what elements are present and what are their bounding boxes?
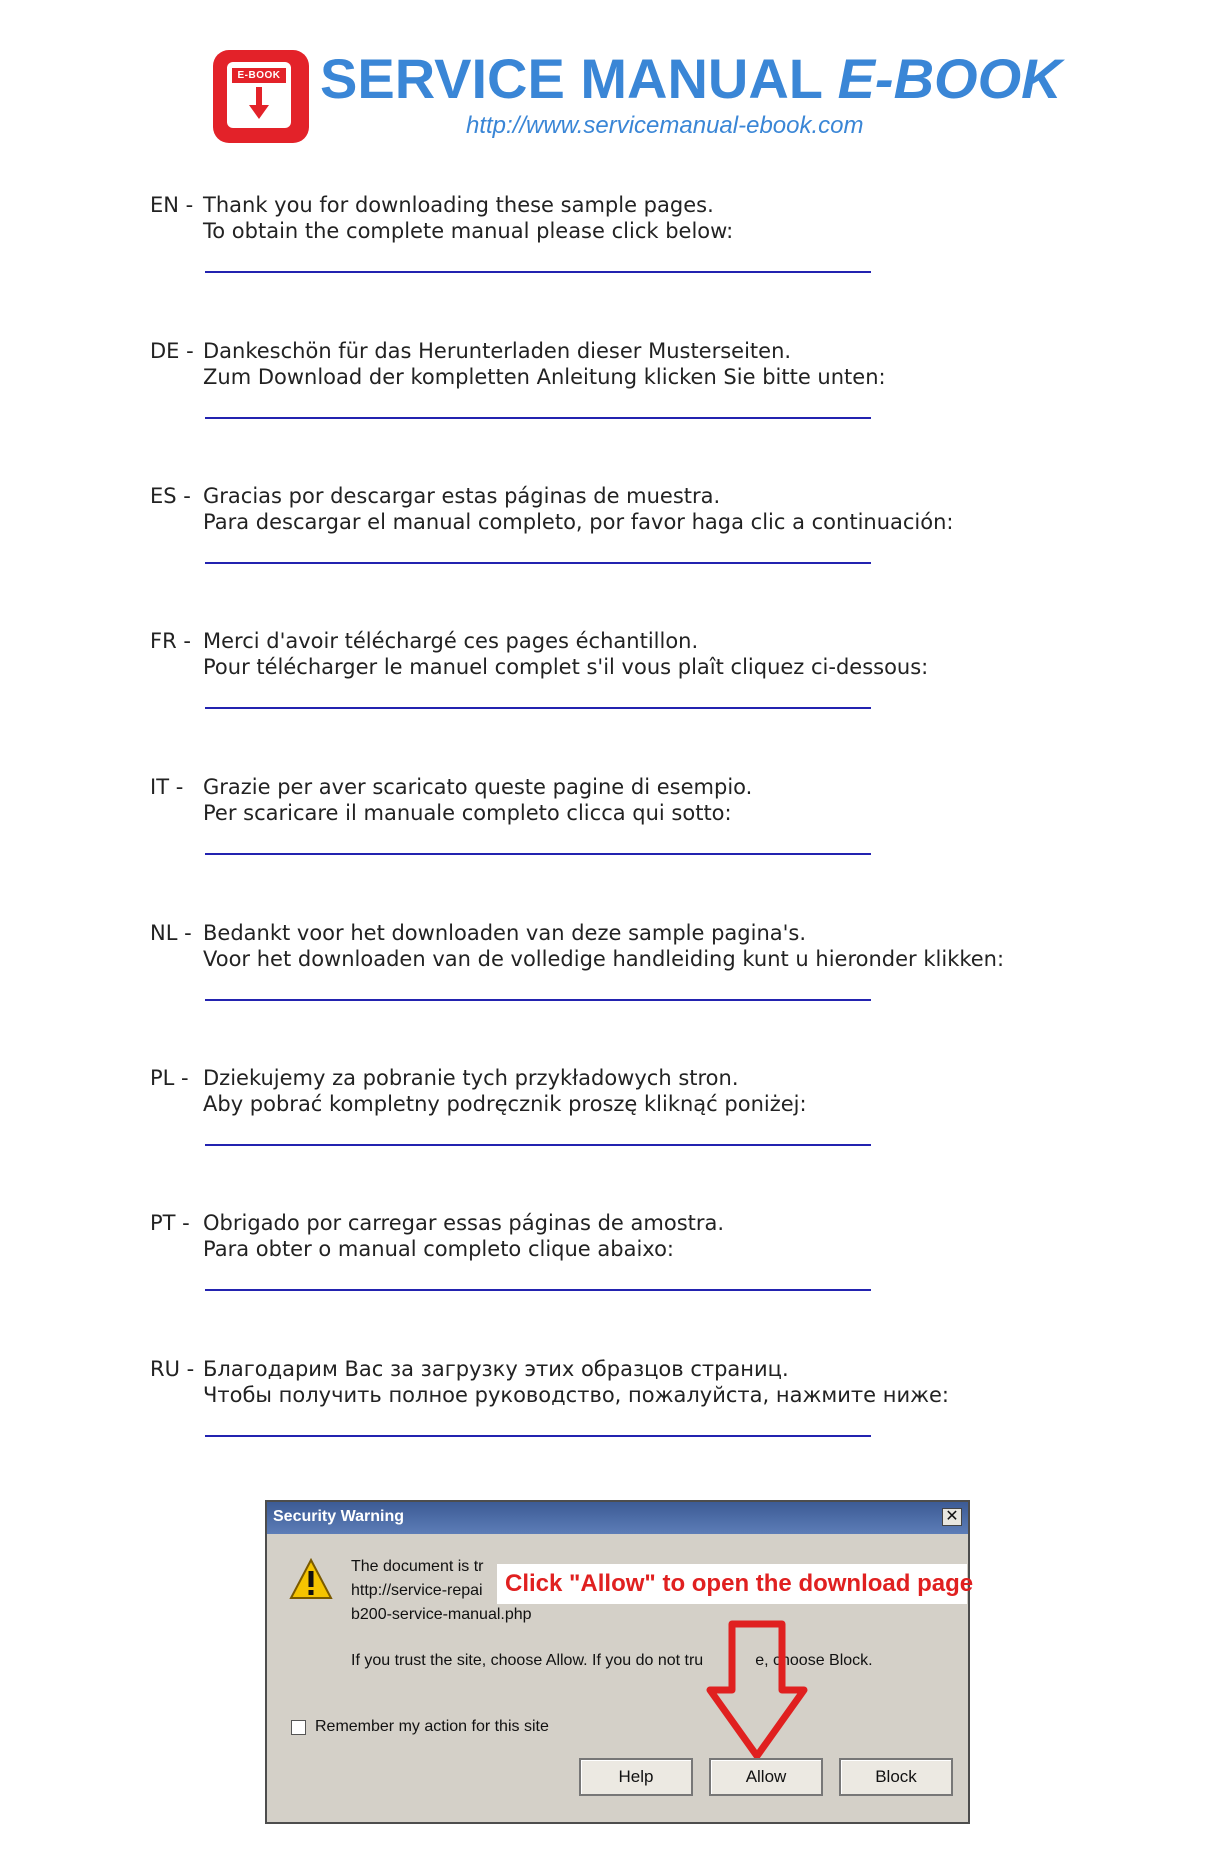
language-thanks-text: Благодарим Вас за загрузку этих образцов страниц. (203, 1357, 789, 1381)
dialog-message-line3: b200-service-manual.php (351, 1606, 532, 1623)
download-link[interactable] (205, 271, 871, 273)
language-block (0, 192, 1224, 312)
language-block (0, 774, 1224, 894)
language-code: FR - (150, 629, 191, 653)
language-code: DE - (150, 339, 194, 363)
language-instruction-text: Voor het downloaden van de volledige handleiding kunt u hieronder klikken: (203, 947, 1005, 971)
download-link[interactable] (205, 417, 871, 419)
language-block (0, 1356, 1224, 1476)
close-button[interactable]: ✕ (942, 1508, 962, 1526)
download-link[interactable] (205, 1289, 871, 1291)
language-thanks-text: Thank you for downloading these sample pages. (203, 193, 714, 217)
download-link[interactable] (205, 707, 871, 709)
help-button[interactable]: Help (579, 1758, 693, 1796)
language-thanks-text: Dziekujemy za pobranie tych przykładowych stron. (203, 1066, 739, 1090)
download-link[interactable] (205, 1144, 871, 1146)
download-arrow-icon (247, 87, 271, 121)
language-code: EN - (150, 193, 194, 217)
dialog-titlebar[interactable] (267, 1502, 968, 1534)
language-code: PL - (150, 1066, 189, 1090)
allow-button[interactable]: Allow (709, 1758, 823, 1796)
language-thanks-text: Grazie per aver scaricato queste pagine di esempio. (203, 775, 753, 799)
ebook-logo-icon (213, 50, 309, 143)
language-instruction-text: Per scaricare il manuale completo clicca qui sotto: (203, 801, 732, 825)
remember-checkbox[interactable] (291, 1720, 306, 1735)
language-block (0, 1210, 1224, 1330)
remember-checkbox-label[interactable]: Remember my action for this site (315, 1718, 549, 1735)
arrow-down-icon (702, 1618, 812, 1763)
download-link[interactable] (205, 999, 871, 1001)
site-title: SERVICE MANUAL E-BOOK (320, 47, 1062, 110)
language-code: ES - (150, 484, 191, 508)
language-instruction-text: Pour télécharger le manuel complet s'il vous plaît cliquez ci-dessous: (203, 655, 929, 679)
language-instruction-text: Чтобы получить полное руководство, пожалуйста, нажмите ниже: (203, 1383, 950, 1407)
download-link[interactable] (205, 1435, 871, 1437)
language-instruction-text: To obtain the complete manual please click below: (203, 219, 734, 243)
dialog-message-line1: The document is tr (351, 1558, 484, 1575)
dialog-trust-message: If you trust the site, choose Allow. If you do not tru e, choose Block. (351, 1652, 873, 1669)
language-block (0, 483, 1224, 603)
language-code: RU - (150, 1357, 195, 1381)
block-button[interactable]: Block (839, 1758, 953, 1796)
language-code: NL - (150, 921, 192, 945)
warning-icon (289, 1558, 333, 1600)
language-block (0, 920, 1224, 1040)
language-instruction-text: Para obter o manual completo clique abaixo: (203, 1237, 675, 1261)
allow-callout-text: Click "Allow" to open the download page (497, 1564, 967, 1604)
language-instruction-text: Zum Download der kompletten Anleitung klicken Sie bitte unten: (203, 365, 886, 389)
site-url[interactable]: http://www.servicemanual-ebook.com (466, 112, 864, 139)
security-warning-dialog (265, 1500, 974, 1824)
download-link[interactable] (205, 853, 871, 855)
dialog-title: Security Warning (273, 1508, 404, 1525)
language-instruction-text: Para descargar el manual completo, por favor haga clic a continuación: (203, 510, 954, 534)
language-thanks-text: Obrigado por carregar essas páginas de amostra. (203, 1211, 725, 1235)
language-thanks-text: Dankeschön für das Herunterladen dieser Musterseiten. (203, 339, 792, 363)
language-block (0, 1065, 1224, 1185)
language-thanks-text: Gracias por descargar estas páginas de muestra. (203, 484, 721, 508)
ebook-tag: E-BOOK (232, 68, 286, 83)
language-thanks-text: Bedankt voor het downloaden van deze sample pagina's. (203, 921, 807, 945)
dialog-message-line2: http://service-repai (351, 1582, 483, 1599)
language-block (0, 628, 1224, 748)
language-instruction-text: Aby pobrać kompletny podręcznik proszę kliknąć poniżej: (203, 1092, 807, 1116)
language-block (0, 338, 1224, 458)
language-code: PT - (150, 1211, 190, 1235)
language-code: IT - (150, 775, 184, 799)
language-thanks-text: Merci d'avoir téléchargé ces pages échantillon. (203, 629, 699, 653)
download-link[interactable] (205, 562, 871, 564)
